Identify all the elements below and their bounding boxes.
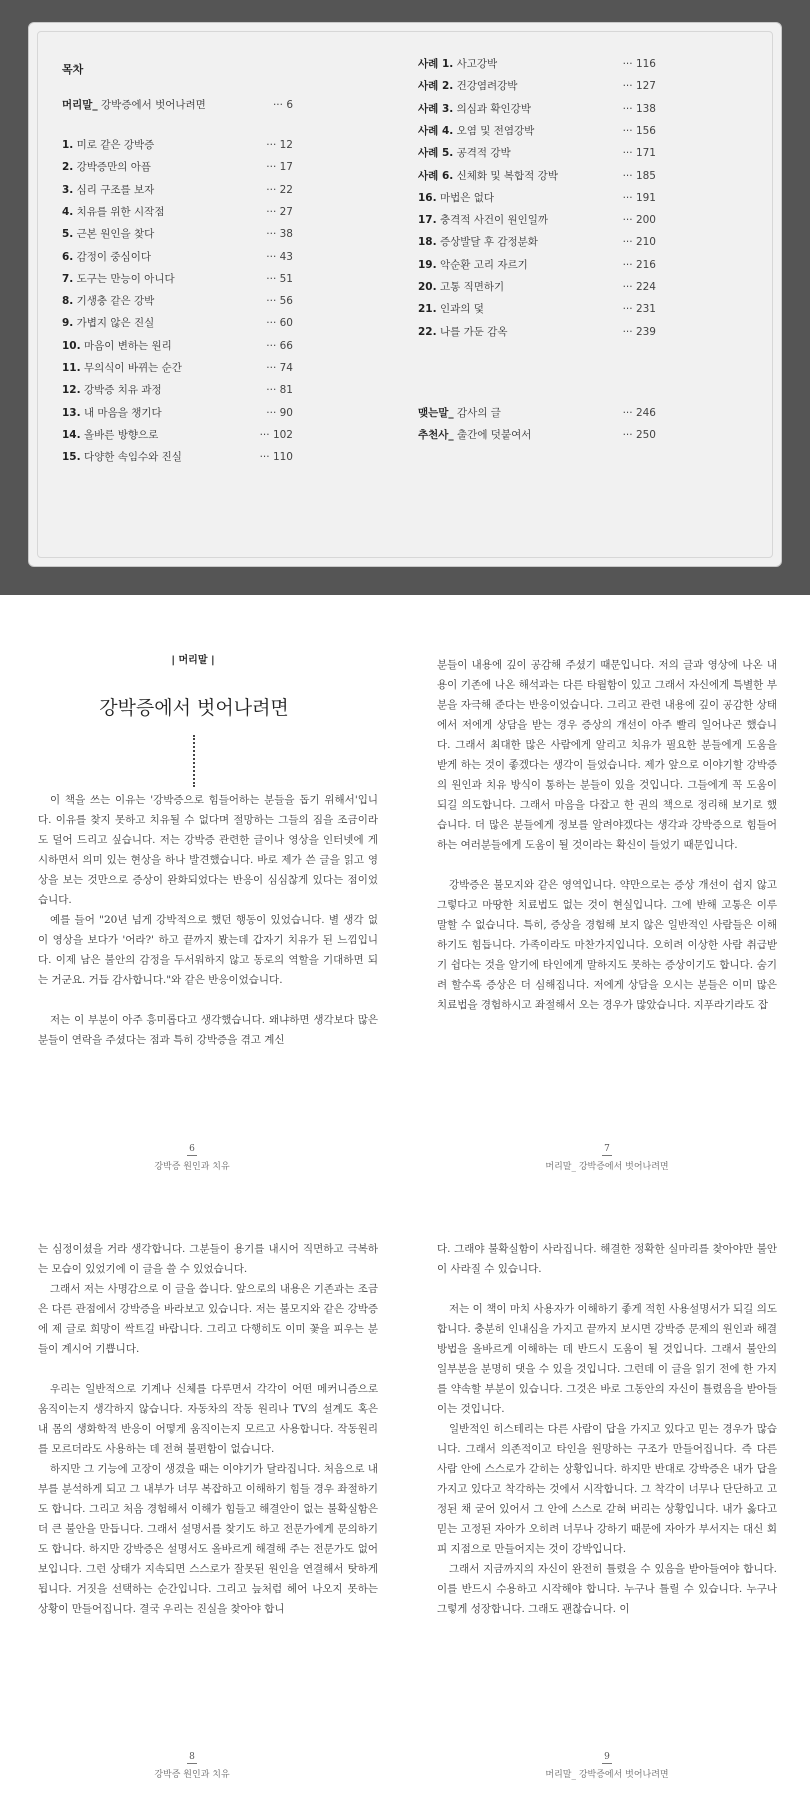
toc-entry-title: 근본 원인을 찾다 bbox=[76, 228, 155, 241]
toc-entry-page: ··· 110 bbox=[259, 451, 293, 464]
toc-entry-page: ··· 200 bbox=[622, 214, 656, 227]
toc-entry-number: 사례 2. bbox=[418, 80, 454, 93]
toc-entry-page: ··· 250 bbox=[622, 429, 656, 441]
toc-entry-page: ··· 246 bbox=[622, 407, 656, 419]
toc-entry bbox=[62, 272, 175, 286]
toc-entry-title: 마음이 변하는 원리 bbox=[83, 339, 172, 352]
toc-entry bbox=[62, 339, 172, 353]
paragraph: 강박증은 불모지와 같은 영역입니다. 약만으로는 증상 개선이 쉽지 않고 그렇다고 마땅한 치료법도 없는 것이 현실입니다. 그에 반해 고통은 이루 말할 수 없습니다. 특히, 증상을 경험해 보지 않은 일반적인 사람들은 이해하기도 힘듭니다. 가족이라도 마찬가지입니다. 오히려 이상한 사람 취급받기 쉽다는 것을 알기에 타인에게 말하지도 못하는 증상이기도 합니다. 숨기려 할수록 증상은 더 심해집니다. 저에게 상담을 오시는 분들은 이미 많은 치료법을 경험하시고 좌절해서 오는 경우가 많았습니다. 지푸라기라도 잡 bbox=[437, 879, 777, 1011]
toc-entry bbox=[418, 325, 508, 339]
toc-entry-title: 강박증에서 벗어나려면 bbox=[101, 99, 206, 111]
toc-entry-page: ··· 56 bbox=[266, 295, 293, 308]
toc-entry-number: 12. bbox=[62, 384, 81, 397]
page-number: 7 bbox=[604, 1144, 610, 1154]
toc-card bbox=[28, 22, 782, 567]
toc-entry-page: ··· 116 bbox=[622, 58, 656, 70]
toc-entry bbox=[418, 258, 528, 272]
page-6-body bbox=[38, 790, 378, 1050]
toc-entry bbox=[418, 235, 538, 249]
toc-entry-title: 나를 가둔 감옥 bbox=[439, 325, 508, 338]
toc-entry-page: ··· 231 bbox=[622, 303, 656, 316]
toc-entry-title: 도구는 만능이 아니다 bbox=[76, 272, 175, 285]
toc-entry-title: 다양한 속임수와 진실 bbox=[83, 451, 182, 464]
toc-entry-page: ··· 81 bbox=[266, 384, 293, 397]
toc-entry-number: 맺는말_ bbox=[418, 407, 454, 419]
toc-entry-number: 추천사_ bbox=[418, 429, 454, 441]
toc-entry bbox=[62, 406, 162, 420]
toc-entry-title: 고통 직면하기 bbox=[439, 281, 505, 293]
toc-entry-title: 건강염려강박 bbox=[456, 80, 518, 93]
toc-entry bbox=[418, 191, 494, 205]
toc-entry-title: 공격적 강박 bbox=[456, 147, 511, 160]
toc-entry-number: 1. bbox=[62, 139, 74, 151]
paragraph: 다. 그래야 불확실함이 사라집니다. 해결한 정확한 실마리를 찾아야만 불안이 사라질 수 있습니다. bbox=[437, 1243, 777, 1275]
toc-entry-title: 감사의 글 bbox=[457, 407, 501, 419]
toc-entry bbox=[62, 316, 154, 330]
toc-entry bbox=[418, 57, 497, 71]
paragraph: 저는 이 책이 마치 사용자가 이해하기 좋게 적힌 사용설명서가 되길 의도합니다. 충분히 인내심을 가지고 끝까지 보시면 강박증 문제의 원인과 해결 방법을 올바르게 이해하는 데 반드시 도움이 될 것입니다. 그래서 불안의 일부분을 분명히 댓을 수 있을 것입니다. 그런데 이 글을 읽기 전에 한 가지를 약속할 부분이 있습니다. 그것은 바로 그동안의 자신이 틀렸음을 받아들이는 것입니다. bbox=[437, 1303, 777, 1415]
toc-entry bbox=[62, 205, 164, 219]
toc-entry-number: 2. bbox=[62, 161, 74, 174]
toc-entry-page: ··· 127 bbox=[622, 80, 656, 93]
paragraph: 저는 이 부분이 아주 흥미롭다고 생각했습니다. 왜냐하면 생각보다 많은 분들이 연락을 주셨다는 점과 특히 강박증을 겪고 계신 bbox=[38, 1014, 378, 1046]
toc-frame bbox=[0, 0, 810, 595]
running-footer: 머리말_ 강박증에서 벗어나려면 bbox=[545, 1770, 669, 1780]
toc-entry-title: 강박증만의 아픔 bbox=[76, 161, 151, 174]
toc-entry-number: 16. bbox=[418, 191, 437, 204]
toc-entry-title: 신체화 및 복합적 강박 bbox=[456, 169, 558, 182]
toc-entry-number: 사례 6. bbox=[418, 169, 454, 182]
preface-tag: | 머리말 | bbox=[171, 655, 215, 666]
page-number: 8 bbox=[189, 1752, 195, 1762]
toc-entry-page: ··· 17 bbox=[266, 161, 293, 174]
toc-entry-title: 출간에 덧붙여서 bbox=[457, 429, 532, 441]
toc-entry-title: 심리 구조를 보자 bbox=[76, 183, 155, 196]
toc-entry-number: 9. bbox=[62, 317, 74, 330]
paragraph: 하지만 그 기능에 고장이 생겼을 때는 이야기가 달라집니다. 처음으로 내부를 분석하게 되고 그 내부가 너무 복잡하고 이해하기 힘들 경우 좌절하기도 합니다. 그리고 처음 경험해서 이해가 힘들고 해결안이 없는 불확실함은 더 큰 불안을 만듭니다. 그래서 설명서를 찾기도 하고 전문가에게 문의하기도 합니다. 하지만 강박증은 설명서도 올바르게 해결해 주는 전문가도 없어 보입니다. 그런 상태가 지속되면 스스로가 잘못된 원인을 연결해서 탓하게 됩니다. 거짓을 선택하는 순간입니다. 그리고 늪처럼 헤어 나오지 못하는 상황이 만들어집니다. 결국 우리는 진실을 찾아야 합니 bbox=[38, 1463, 378, 1615]
toc-entry-title: 올바른 방향으로 bbox=[83, 428, 159, 441]
toc-entry-page: ··· 216 bbox=[622, 258, 656, 271]
toc-entry-title: 치유를 위한 시작점 bbox=[76, 205, 165, 218]
toc-entry-title: 충격적 사건이 원인일까 bbox=[439, 214, 549, 227]
toc-entry bbox=[62, 361, 182, 375]
toc-entry-number: 10. bbox=[62, 339, 81, 352]
toc-entry bbox=[418, 428, 531, 442]
toc-entry-number: 13. bbox=[62, 406, 81, 419]
paragraph: 예를 들어 "20년 넘게 강박적으로 했던 행동이 있었습니다. 별 생각 없이 영상을 보다가 '어라?' 하고 끝까지 봤는데 갑자기 치유가 된 느낌입니다. 이제 남은 불안의 감정을 두서워하지 않고 동로의 역할을 기대하면 되는 거군요. 거듭 감사합니다."와 같은 반응이었습니다. bbox=[38, 914, 378, 986]
page-7-body bbox=[437, 655, 777, 1015]
toc-entry-number: 17. bbox=[418, 214, 437, 227]
toc-entry-page: ··· 210 bbox=[622, 236, 656, 249]
toc-entry-number: 21. bbox=[418, 303, 437, 316]
toc-entry-title: 사고강박 bbox=[456, 58, 498, 70]
toc-entry bbox=[62, 428, 158, 442]
toc-entry-title: 오염 및 전염강박 bbox=[456, 124, 535, 137]
toc-entry-title: 마법은 없다 bbox=[439, 191, 495, 204]
toc-entry-number: 19. bbox=[418, 258, 437, 271]
page-number: 9 bbox=[604, 1752, 610, 1762]
toc-entry bbox=[418, 79, 517, 93]
toc-entry-page: ··· 6 bbox=[272, 99, 293, 111]
toc-entry-title: 기생충 같은 강박 bbox=[76, 295, 155, 308]
toc-entry-number: 5. bbox=[62, 228, 74, 241]
toc-entry-number: 11. bbox=[62, 362, 81, 374]
toc-entry-page: ··· 60 bbox=[266, 317, 293, 330]
toc-entry-number: 사례 1. bbox=[418, 58, 454, 70]
toc-entry-number: 15. bbox=[62, 451, 81, 464]
toc-entry-page: ··· 156 bbox=[622, 124, 656, 137]
toc-entry-title: 악순환 고리 자르기 bbox=[439, 258, 528, 271]
paragraph: 그래서 지금까지의 자신이 완전히 틀렸을 수 있음을 받아들여야 합니다. 이를 반드시 수용하고 시작해야 합니다. 누구나 틀릴 수 있습니다. 누구나 그렇게 성장합니다. 그래도 괜찮습니다. 이 bbox=[437, 1563, 777, 1615]
running-footer: 머리말_ 강박증에서 벗어나려면 bbox=[545, 1162, 669, 1172]
toc-entry bbox=[418, 280, 504, 294]
page-9-folio bbox=[437, 1752, 777, 1780]
toc-entry bbox=[62, 227, 154, 241]
toc-entry-page: ··· 138 bbox=[622, 102, 656, 115]
toc-entry-page: ··· 43 bbox=[266, 250, 293, 263]
toc-heading: 목차 bbox=[62, 63, 84, 76]
toc-entry-page: ··· 12 bbox=[266, 139, 293, 151]
toc-entry-number: 4. bbox=[62, 205, 74, 218]
toc-entry-page: ··· 102 bbox=[259, 428, 293, 441]
toc-entry-number: 14. bbox=[62, 428, 81, 441]
toc-entry-page: ··· 239 bbox=[622, 325, 656, 338]
folio-rule bbox=[602, 1763, 612, 1764]
toc-entry-page: ··· 224 bbox=[622, 281, 656, 293]
paragraph: 일반적인 히스테리는 다른 사람이 답을 가지고 있다고 믿는 경우가 많습니다. 그래서 의존적이고 타인을 원망하는 구조가 만들어집니다. 즉 다른 사람 안에 스스로가 갇히는 상황입니다. 하지만 반대로 강박증은 내가 답을 가지고 있다고 착각하는 것에서 시작합니다. 그 착각이 너무나 단단하고 고정된 채 굳어 있어서 그 안에 스스로 갇혀 버리는 상황입니다. 내가 옳다고 믿는 고정된 자아가 오히려 너무나 강하기 때문에 자아가 부서지는 대신 회피 지점으로 만들어지는 것이 강박입니다. bbox=[437, 1423, 777, 1555]
toc-entry bbox=[418, 102, 531, 116]
toc-entry-title: 강박증 치유 과정 bbox=[83, 384, 162, 397]
toc-entry bbox=[62, 98, 206, 112]
toc-entry bbox=[418, 146, 511, 160]
folio-rule bbox=[187, 1763, 197, 1764]
toc-entry bbox=[62, 450, 182, 464]
toc-entry-page: ··· 22 bbox=[266, 183, 293, 196]
toc-entry bbox=[418, 169, 558, 183]
running-footer: 강박증 원인과 치유 bbox=[154, 1770, 230, 1780]
toc-entry bbox=[418, 124, 534, 138]
toc-entry bbox=[62, 183, 154, 197]
toc-entry-page: ··· 74 bbox=[266, 362, 293, 374]
running-footer: 강박증 원인과 치유 bbox=[154, 1162, 230, 1172]
toc-entry-number: 8. bbox=[62, 295, 74, 308]
toc-entry bbox=[62, 160, 151, 174]
toc-entry-title: 내 마음을 챙기다 bbox=[83, 406, 162, 419]
toc-entry-title: 증상발달 후 감정분화 bbox=[439, 236, 538, 249]
toc-entry bbox=[418, 406, 501, 420]
toc-entry bbox=[62, 294, 154, 308]
toc-entry-title: 감정이 중심이다 bbox=[76, 250, 151, 263]
page-8-folio bbox=[22, 1752, 362, 1780]
toc-entry-page: ··· 191 bbox=[622, 191, 656, 204]
toc-entry-title: 가볍지 않은 진실 bbox=[76, 317, 155, 330]
toc-entry-number: 사례 5. bbox=[418, 147, 454, 160]
toc-entry-title: 미로 같은 강박증 bbox=[76, 139, 155, 151]
paragraph: 우리는 일반적으로 기계나 신체를 다루면서 각각이 어떤 메커니즘으로 움직이는지 생각하지 않습니다. 자동차의 작동 원리나 TV의 설계도 혹은 내 몸의 생화학적 반응이 어떻게 움직이는지 모르고 사용합니다. 작동원리를 모르더라도 사용하는 데 전혀 불편함이 없습니다. bbox=[38, 1383, 378, 1455]
paragraph: 는 심정이셨을 거라 생각합니다. 그분들이 용기를 내시어 직면하고 극복하는 모습이 있었기에 이 글을 쓸 수 있었습니다. bbox=[38, 1243, 378, 1275]
toc-entry-number: 6. bbox=[62, 250, 74, 263]
preface-title: 강박증에서 벗어나려면 bbox=[99, 697, 289, 719]
paragraph: 그래서 저는 사명감으로 이 글을 씁니다. 앞으로의 내용은 기존과는 조금은 다른 관점에서 강박증을 바라보고 있습니다. 저는 불모지와 같은 강박증에 제 글로 희망이 싹트길 바랍니다. 그리고 다행히도 이미 꽃을 피우는 분들이 계시어 기쁩니다. bbox=[38, 1283, 378, 1355]
page-7-folio bbox=[437, 1144, 777, 1172]
toc-entry bbox=[418, 213, 548, 227]
toc-entry bbox=[418, 302, 484, 316]
toc-entry-number: 22. bbox=[418, 325, 437, 338]
folio-rule bbox=[187, 1155, 197, 1156]
toc-entry-title: 의심과 확인강박 bbox=[456, 102, 531, 115]
toc-entry-page: ··· 51 bbox=[266, 272, 293, 285]
page-number: 6 bbox=[189, 1144, 195, 1154]
toc-entry-number: 사례 3. bbox=[418, 102, 454, 115]
folio-rule bbox=[602, 1155, 612, 1156]
toc-entry-page: ··· 171 bbox=[622, 147, 656, 160]
toc-entry bbox=[62, 138, 154, 152]
page-9-body bbox=[437, 1239, 777, 1619]
toc-entry-number: 20. bbox=[418, 281, 437, 293]
toc-entry-page: ··· 38 bbox=[266, 228, 293, 241]
toc-entry-title: 인과의 덫 bbox=[439, 303, 484, 316]
paragraph: 이 책을 쓰는 이유는 '강박증으로 힘들어하는 분들을 돕기 위해서'입니다. 이유를 찾지 못하고 치유될 수 없다며 절망하는 그들의 짐을 조금이라도 덜어 드리고 싶습니다. 저는 강박증 관련한 글이나 영상을 인터넷에 게시하면서 의미 있는 현상을 하나 발견했습니다. 바로 제가 쓴 글을 읽고 영상을 보는 것만으로 증상이 완화되었다는 반응이 심심찮게 있다는 점이었습니다. bbox=[38, 794, 378, 906]
toc-entry-title: 무의식이 바뀌는 순간 bbox=[83, 362, 182, 374]
toc-entry-page: ··· 90 bbox=[266, 406, 293, 419]
dotted-divider bbox=[193, 735, 195, 787]
toc-entry-number: 7. bbox=[62, 272, 74, 285]
paragraph: 분들이 내용에 깊이 공감해 주셨기 때문입니다. 저의 글과 영상에 나온 내용이 기존에 나온 해석과는 다른 타월함이 있고 그래서 자신에게 특별한 부분을 자극해 준다는 반응이었습니다. 그리고 관련 내용에 깊이 공감한 상태에서 저에게 상담을 받는 경우 증상의 개선이 아주 빨리 일어나곤 했습니다. 그래서 최대한 많은 사람에게 알리고 치유가 필요한 분들에게 도움을 받게 하는 것이 좋겠다는 생각이 들었습니다. 제가 앞으로 이야기할 강박증의 원인과 치유 방식이 통하는 분들이 있을 것입니다. 그들에게 꼭 도움이 되길 의도합니다. 그래서 마음을 다잡고 한 권의 책으로 정리해 보기로 했습니다. 더 많은 분들에게 정보를 알려야겠다는 생각과 강박증으로 힘들어하는 여러분들에게 도움이 될 것이라는 확신이 들었기 때문입니다. bbox=[437, 659, 777, 851]
toc-entry-number: 사례 4. bbox=[418, 124, 454, 137]
toc-entry-page: ··· 185 bbox=[622, 169, 656, 182]
toc-entry-number: 머리말_ bbox=[62, 99, 98, 111]
page-8-body bbox=[38, 1239, 378, 1619]
page-6-folio bbox=[22, 1144, 362, 1172]
toc-entry-number: 18. bbox=[418, 236, 437, 249]
toc-entry bbox=[62, 383, 162, 397]
toc-entry-page: ··· 66 bbox=[266, 339, 293, 352]
toc-entry bbox=[62, 250, 151, 264]
toc-entry-page: ··· 27 bbox=[266, 205, 293, 218]
toc-entry-number: 3. bbox=[62, 183, 74, 196]
